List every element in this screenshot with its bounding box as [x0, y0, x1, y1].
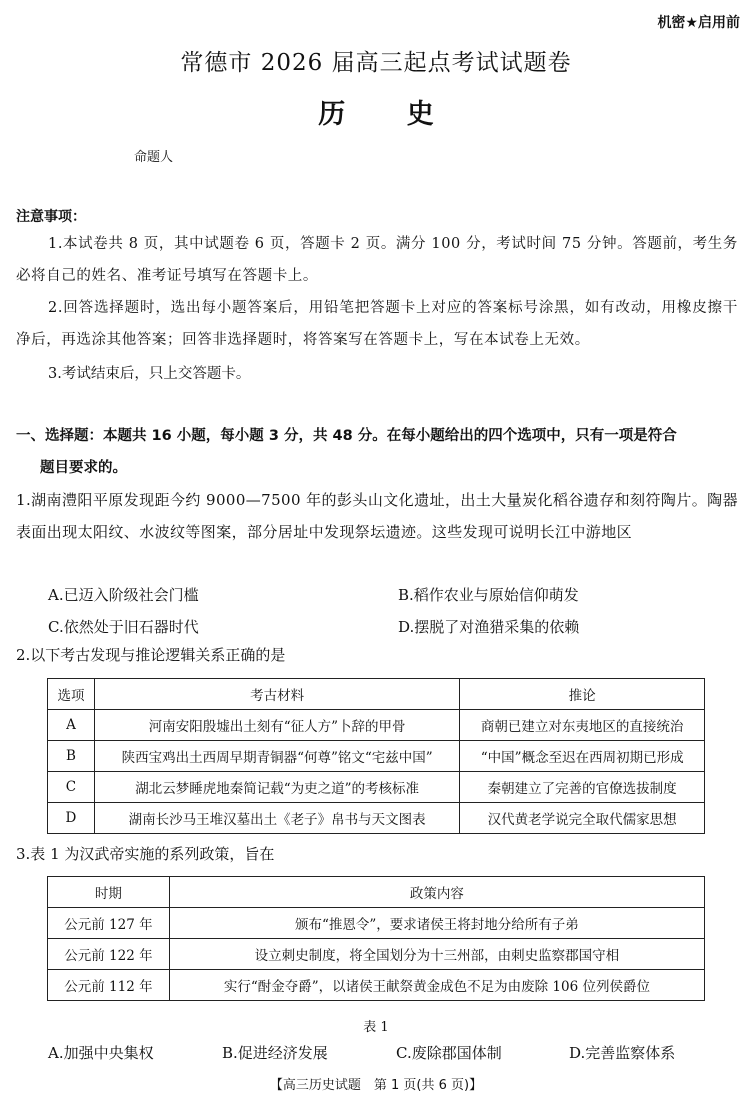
table-cell: 秦朝建立了完善的官僚选拔制度	[460, 772, 705, 803]
table-cell: 陕西宝鸡出土西周早期青铜器“何尊”铭文“宅兹中国”	[94, 741, 459, 772]
confidential-mark: 机密★启用前	[657, 15, 740, 31]
table-row	[48, 939, 705, 970]
table-row	[48, 908, 705, 939]
q3-option-b: B.促进经济发展	[222, 1044, 328, 1062]
table-caption: 表 1	[363, 1020, 389, 1035]
table-row	[48, 970, 705, 1001]
table-row	[48, 803, 705, 834]
q3-option-c: C.废除郡国体制	[396, 1044, 502, 1062]
table-cell: 公元前 127 年	[48, 908, 170, 939]
q3-table	[47, 876, 705, 1001]
section-heading-line-1: 一、选择题：本题共 16 小题，每小题 3 分，共 48 分。在每小题给出的四个选项中，只有一项是符合	[16, 428, 677, 444]
table-header-cell: 推论	[460, 679, 705, 710]
q3-option-d: D.完善监察体系	[569, 1044, 676, 1062]
subject-title: 历 史	[318, 99, 460, 130]
table-cell: C	[48, 772, 95, 803]
q3-option-a: A.加强中央集权	[48, 1044, 154, 1062]
table-cell: 汉代黄老学说完全取代儒家思想	[460, 803, 705, 834]
table-row	[48, 741, 705, 772]
q1-option-d: D.摆脱了对渔猎采集的依赖	[398, 618, 580, 636]
table-cell: B	[48, 741, 95, 772]
table-header-cell: 时期	[48, 877, 170, 908]
table-cell: 颁布“推恩令”，要求诸侯王将封地分给所有子弟	[169, 908, 704, 939]
question-3-stem: 3.表 1 为汉武帝实施的系列政策，旨在	[16, 845, 275, 863]
question-1-stem: 1.湖南澧阳平原发现距今约 9000—7500 年的彭头山文化遗址，出土大量炭化稻谷遗存和刻符陶片。陶器表面出现太阳纹、水波纹等图案，部分居址中发现祭坛遗迹。这些发现可说明长江中游地区	[16, 491, 738, 541]
table-cell: “中国”概念至迟在西周初期已形成	[460, 741, 705, 772]
table-cell: 湖北云梦睡虎地秦简记载“为吏之道”的考核标准	[94, 772, 459, 803]
table-cell: D	[48, 803, 95, 834]
page-footer: 【高三历史试题 第 1 页(共 6 页)】	[269, 1078, 483, 1093]
table-cell: 河南安阳殷墟出土刻有“征人方”卜辞的甲骨	[94, 710, 459, 741]
question-2-stem: 2.以下考古发现与推论逻辑关系正确的是	[16, 646, 286, 664]
table-cell: 公元前 112 年	[48, 970, 170, 1001]
q1-option-b: B.稻作农业与原始信仰萌发	[398, 586, 579, 604]
table-cell: 湖南长沙马王堆汉墓出土《老子》帛书与天文图表	[94, 803, 459, 834]
table-header-row	[48, 877, 705, 908]
q1-option-c: C.依然处于旧石器时代	[48, 618, 199, 636]
exam-title: 常德市 2026 届高三起点考试试题卷	[180, 50, 572, 76]
table-header-cell: 选项	[48, 679, 95, 710]
table-cell: A	[48, 710, 95, 741]
q1-option-a: A.已迈入阶级社会门槛	[48, 586, 199, 604]
section-heading	[16, 420, 740, 484]
table-header-row	[48, 679, 705, 710]
author-label: 命题人	[134, 150, 174, 165]
table-row	[48, 710, 705, 741]
table-cell: 商朝已建立对东夷地区的直接统治	[460, 710, 705, 741]
table-cell: 公元前 122 年	[48, 939, 170, 970]
table-row	[48, 772, 705, 803]
notice-item-3: 3.考试结束后，只上交答题卡。	[48, 366, 251, 382]
notice-item-1: 1.本试卷共 8 页，其中试题卷 6 页，答题卡 2 页。满分 100 分，考试时间 75 分钟。答题前，考生务必将自己的姓名、准考证号填写在答题卡上。	[16, 236, 738, 284]
table-header-cell: 考古材料	[94, 679, 459, 710]
q2-table	[47, 678, 705, 834]
table-cell: 实行“酎金夺爵”，以诸侯王献祭黄金成色不足为由废除 106 位列侯爵位	[169, 970, 704, 1001]
table-header-cell: 政策内容	[169, 877, 704, 908]
section-heading-line-2: 题目要求的。	[40, 460, 127, 476]
notice-heading: 注意事项：	[16, 209, 86, 225]
table-cell: 设立刺史制度，将全国划分为十三州部，由刺史监察郡国守相	[169, 939, 704, 970]
notice-item-2: 2.回答选择题时，选出每小题答案后，用铅笔把答题卡上对应的答案标号涂黑，如有改动，用橡皮擦干净后，再选涂其他答案；回答非选择题时，将答案写在答题卡上，写在本试卷上无效。	[16, 300, 738, 348]
